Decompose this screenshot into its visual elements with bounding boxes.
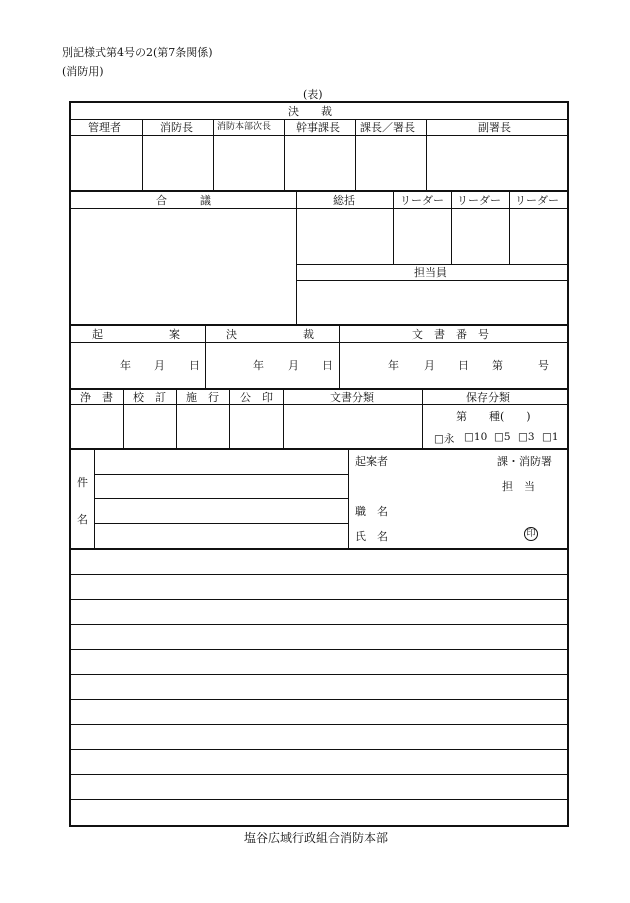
decision-day: 日 <box>322 359 333 372</box>
divider <box>123 390 124 448</box>
divider <box>70 208 568 209</box>
subject-label-bottom: 名 <box>77 513 88 526</box>
divider <box>509 192 510 264</box>
divider <box>95 474 348 475</box>
summary-label: 総括 <box>333 194 355 207</box>
divider <box>70 342 568 343</box>
process-col-official-seal: 公 印 <box>240 391 273 404</box>
approval-col-deputy-station-chief: 副署長 <box>478 121 511 134</box>
divider <box>95 498 348 499</box>
divider <box>94 450 95 549</box>
subject-label-top: 件 <box>77 476 88 489</box>
ruled-line <box>70 599 568 600</box>
retention-type: 第 種( ) <box>456 410 531 423</box>
divider <box>213 119 214 190</box>
section-divider <box>70 448 568 450</box>
divider <box>176 390 177 448</box>
retention-option-1[interactable]: □1 <box>542 431 559 443</box>
doc-no-prefix: 第 <box>492 359 503 372</box>
approval-col-fire-chief: 消防長 <box>160 121 193 134</box>
section-divider <box>70 388 568 390</box>
divider <box>297 264 568 265</box>
approval-col-station-chief: 課長／署長 <box>360 121 415 134</box>
divider <box>348 450 349 549</box>
divider <box>70 119 568 120</box>
divider <box>283 390 284 448</box>
approval-col-manager: 管理者 <box>88 121 121 134</box>
section-divider <box>70 548 568 550</box>
drafter-in-charge: 担 当 <box>502 480 535 493</box>
job-title-label: 職 名 <box>355 505 388 518</box>
form-use: (消防用) <box>62 65 104 78</box>
drafter-label: 起案者 <box>355 455 388 468</box>
document-number-label: 文 書 番 号 <box>412 328 489 341</box>
retention-option-permanent[interactable]: □永 <box>434 433 455 445</box>
name-label: 氏 名 <box>355 530 388 543</box>
form-code: 別記様式第4号の2(第7条関係) <box>62 46 213 59</box>
leader-label: リーダー <box>457 194 501 207</box>
doc-no-suffix: 号 <box>538 359 549 372</box>
divider <box>229 390 230 448</box>
divider <box>296 192 297 324</box>
divider <box>355 119 356 190</box>
decision-year: 年 <box>253 359 264 372</box>
consultation-title: 合 議 <box>156 194 211 207</box>
divider <box>297 280 568 281</box>
ruled-line <box>70 674 568 675</box>
drafter-department: 課・消防署 <box>497 455 552 468</box>
decision-month: 月 <box>288 359 299 372</box>
divider <box>284 119 285 190</box>
section-divider <box>70 190 568 192</box>
ruled-line <box>70 574 568 575</box>
ruled-line <box>70 624 568 625</box>
divider <box>422 390 423 448</box>
divider <box>205 326 206 388</box>
approval-col-deputy-director: 消防本部次長 <box>217 122 272 132</box>
doc-year: 年 <box>388 359 399 372</box>
retention-option-3[interactable]: □3 <box>518 431 535 443</box>
leader-label: リーダー <box>400 194 444 207</box>
divider <box>451 192 452 264</box>
process-col-clean-copy: 浄 書 <box>80 391 113 404</box>
draft-month: 月 <box>154 359 165 372</box>
divider <box>393 192 394 264</box>
ruled-line <box>70 649 568 650</box>
ruled-line <box>70 749 568 750</box>
ruled-line <box>70 799 568 800</box>
divider <box>142 119 143 190</box>
divider <box>70 135 568 136</box>
divider <box>426 119 427 190</box>
divider <box>339 326 340 388</box>
divider <box>95 523 348 524</box>
doc-day: 日 <box>458 359 469 372</box>
staff-label: 担当員 <box>414 266 447 279</box>
retention-option-5[interactable]: □5 <box>494 431 511 443</box>
section-divider <box>70 324 568 326</box>
ruled-line <box>70 699 568 700</box>
approval-title: 決 裁 <box>288 105 332 118</box>
draft-label: 起 案 <box>92 328 180 341</box>
form-frame <box>69 101 569 827</box>
seal-icon: 印 <box>524 527 538 541</box>
draft-day: 日 <box>189 359 200 372</box>
draft-year: 年 <box>120 359 131 372</box>
side-label: (表) <box>303 88 323 101</box>
decision-label: 決 裁 <box>226 328 314 341</box>
leader-label: リーダー <box>515 194 559 207</box>
ruled-line <box>70 774 568 775</box>
retention-label: 保存分類 <box>466 391 510 404</box>
footer-organization: 塩谷広域行政組合消防本部 <box>244 831 389 845</box>
process-col-enforcement: 施 行 <box>186 391 219 404</box>
approval-col-section-chief: 幹事課長 <box>296 121 340 134</box>
classification-label: 文書分類 <box>330 391 374 404</box>
doc-month: 月 <box>424 359 435 372</box>
process-col-revision: 校 訂 <box>133 391 166 404</box>
ruled-line <box>70 724 568 725</box>
retention-option-10[interactable]: □10 <box>464 431 488 443</box>
divider <box>70 404 568 405</box>
